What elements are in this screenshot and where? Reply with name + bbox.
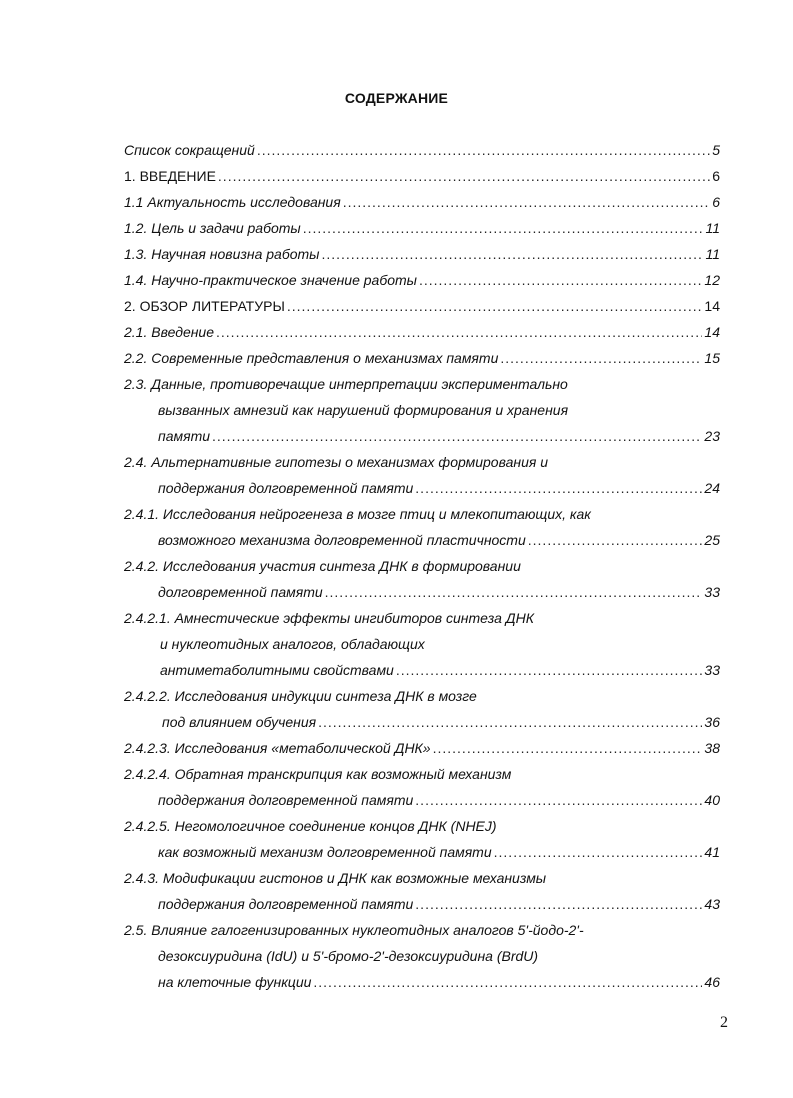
toc-leader-dots: [318, 713, 702, 731]
toc-entry-title: поддержания долговременной памяти: [158, 480, 414, 496]
toc-entry-title: 2.4.2.5. Негомологичное соединение концов ДНК (NHEJ): [124, 818, 497, 834]
toc-entry-page: 41: [704, 844, 720, 860]
toc-leader-dots: [343, 193, 711, 211]
toc-entry-page: 12: [704, 272, 720, 288]
toc-entry: [158, 583, 720, 601]
toc-entry: [158, 973, 720, 991]
toc-entry: [124, 609, 534, 627]
toc-leader-dots: [419, 271, 702, 289]
toc-entry: [160, 661, 720, 679]
toc-entry: [158, 947, 538, 965]
toc-entry-title: 1.3. Научная новизна работы: [124, 246, 320, 262]
toc-entry: [158, 791, 720, 809]
toc-entry: [124, 271, 720, 289]
toc-leader-dots: [313, 973, 702, 991]
toc-leader-dots: [321, 245, 703, 263]
toc-entry: [158, 479, 720, 497]
toc-entry-page: 38: [704, 740, 720, 756]
toc-entry-page: 33: [704, 584, 720, 600]
toc-entry-page: 6: [712, 168, 720, 184]
toc-entry-title: памяти: [158, 428, 211, 444]
toc-entry-page: 25: [704, 532, 720, 548]
toc-entry: [124, 817, 497, 835]
toc-entry-title: поддержания долговременной памяти: [158, 896, 414, 912]
toc-entry: [124, 193, 720, 211]
toc-entry: [162, 713, 720, 731]
toc-entry-page: 43: [704, 896, 720, 912]
toc-entry-page: 11: [705, 220, 720, 236]
toc-leader-dots: [257, 141, 710, 159]
toc-entry: [124, 869, 546, 887]
toc-entry-title: 2.4.1. Исследования нейрогенеза в мозге птиц и млекопитающих, как: [124, 506, 591, 522]
toc-entry-title: долговременной памяти: [158, 584, 323, 600]
page-number: 2: [720, 1014, 728, 1031]
toc-entry: [158, 427, 720, 445]
toc-entry: [124, 505, 591, 523]
toc-entry-page: 24: [704, 480, 720, 496]
toc-entry-title: 2.4.2.4. Обратная транскрипция как возможный механизм: [124, 766, 512, 782]
toc-entry: [124, 453, 548, 471]
toc-entry-title: дезоксиуридина (IdU) и 5'-бромо-2'-дезоксиуридина (BrdU): [158, 948, 539, 964]
toc-entry-page: 46: [704, 974, 720, 990]
toc-entry-page: 5: [712, 142, 720, 158]
toc-leader-dots: [494, 843, 703, 861]
toc-entry-title: возможного механизма долговременной пластичности: [158, 532, 526, 548]
toc-entry-page: 14: [704, 298, 720, 314]
toc-entry-title: 2.4.2. Исследования участия синтеза ДНК в формировании: [124, 558, 521, 574]
toc-entry-title: 2.4.2.3. Исследования «метаболической ДНК»: [124, 740, 431, 756]
toc-entry: [160, 635, 425, 653]
toc-entry-page: 11: [705, 246, 720, 262]
toc-leader-dots: [433, 739, 703, 757]
toc-entry: [124, 375, 568, 393]
toc-entry-page: 33: [704, 662, 720, 678]
toc-entry-title: 2.4.2.1. Амнестические эффекты ингибиторов синтеза ДНК: [124, 610, 535, 626]
toc-entry: [158, 843, 720, 861]
toc-leader-dots: [325, 583, 703, 601]
toc-entry-title: вызванных амнезий как нарушений формирования и хранения: [158, 402, 569, 418]
toc-entry-title: 2. ОБЗОР ЛИТЕРАТУРЫ: [124, 298, 285, 314]
toc-entry-title: под влиянием обучения: [162, 714, 317, 730]
toc-leader-dots: [212, 427, 702, 445]
toc-entry-page: 15: [704, 350, 720, 366]
toc-leader-dots: [415, 895, 702, 913]
toc-entry-page: 40: [704, 792, 720, 808]
toc-leader-dots: [218, 167, 710, 185]
toc-entry: [158, 895, 720, 913]
toc-entry-title: 2.1. Введение: [124, 324, 215, 340]
toc-entry: [124, 739, 720, 757]
toc-entry: [124, 921, 584, 939]
toc-leader-dots: [415, 791, 702, 809]
toc-entry-page: 14: [704, 324, 720, 340]
toc-entry-title: 1.4. Научно-практическое значение работы: [124, 272, 417, 288]
toc-entry-title: 2.5. Влияние галогенизированных нуклеотидных аналогов 5'-йодо-2'-: [124, 922, 584, 938]
toc-entry-title: 1.1 Актуальность исследования: [124, 194, 341, 210]
toc-entry-title: 2.4.3. Модификации гистонов и ДНК как возможные механизмы: [124, 870, 547, 886]
toc-leader-dots: [528, 531, 703, 549]
toc-entry-title: 2.4.2.2. Исследования индукции синтеза ДНК в мозге: [124, 688, 477, 704]
toc-entry-title: на клеточные функции: [158, 974, 312, 990]
toc-leader-dots: [396, 661, 703, 679]
toc-entry-title: 2.2. Современные представления о механизмах памяти: [124, 350, 499, 366]
toc-leader-dots: [216, 323, 702, 341]
toc-entry-title: 2.3. Данные, противоречащие интерпретации экспериментально: [124, 376, 568, 392]
toc-entry-title: антиметаболитными свойствами: [160, 662, 394, 678]
page-title: СОДЕРЖАНИЕ: [344, 90, 449, 106]
toc-entry: [158, 401, 568, 419]
toc-entry: [124, 245, 720, 263]
toc-entry-title: 1. ВВЕДЕНИЕ: [124, 168, 216, 184]
toc-entry-title: поддержания долговременной памяти: [158, 792, 414, 808]
toc-entry: [124, 219, 720, 237]
toc-entry: [124, 323, 720, 341]
toc-entry: [124, 349, 720, 367]
toc-entry-title: как возможный механизм долговременной памяти: [158, 844, 492, 860]
toc-entry-page: 23: [704, 428, 720, 444]
toc-entry-page: 6: [712, 194, 720, 210]
toc-leader-dots: [500, 349, 702, 367]
toc-leader-dots: [287, 297, 703, 315]
toc-entry: [124, 765, 511, 783]
toc-entry: [124, 557, 521, 575]
toc-leader-dots: [415, 479, 702, 497]
toc-entry: [158, 531, 720, 549]
toc-entry-title: Список сокращений: [124, 142, 255, 158]
toc-entry-title: 1.2. Цель и задачи работы: [124, 220, 301, 236]
toc-entry: [124, 141, 720, 159]
toc-entry-title: 2.4. Альтернативные гипотезы о механизмах формирования и: [124, 454, 549, 470]
toc-entry: [124, 687, 477, 705]
toc-entry-page: 36: [704, 714, 720, 730]
toc-leader-dots: [303, 219, 704, 237]
toc-entry: [124, 167, 720, 185]
toc-entry-title: и нуклеотидных аналогов, обладающих: [160, 636, 425, 652]
toc-entry: [124, 297, 720, 315]
